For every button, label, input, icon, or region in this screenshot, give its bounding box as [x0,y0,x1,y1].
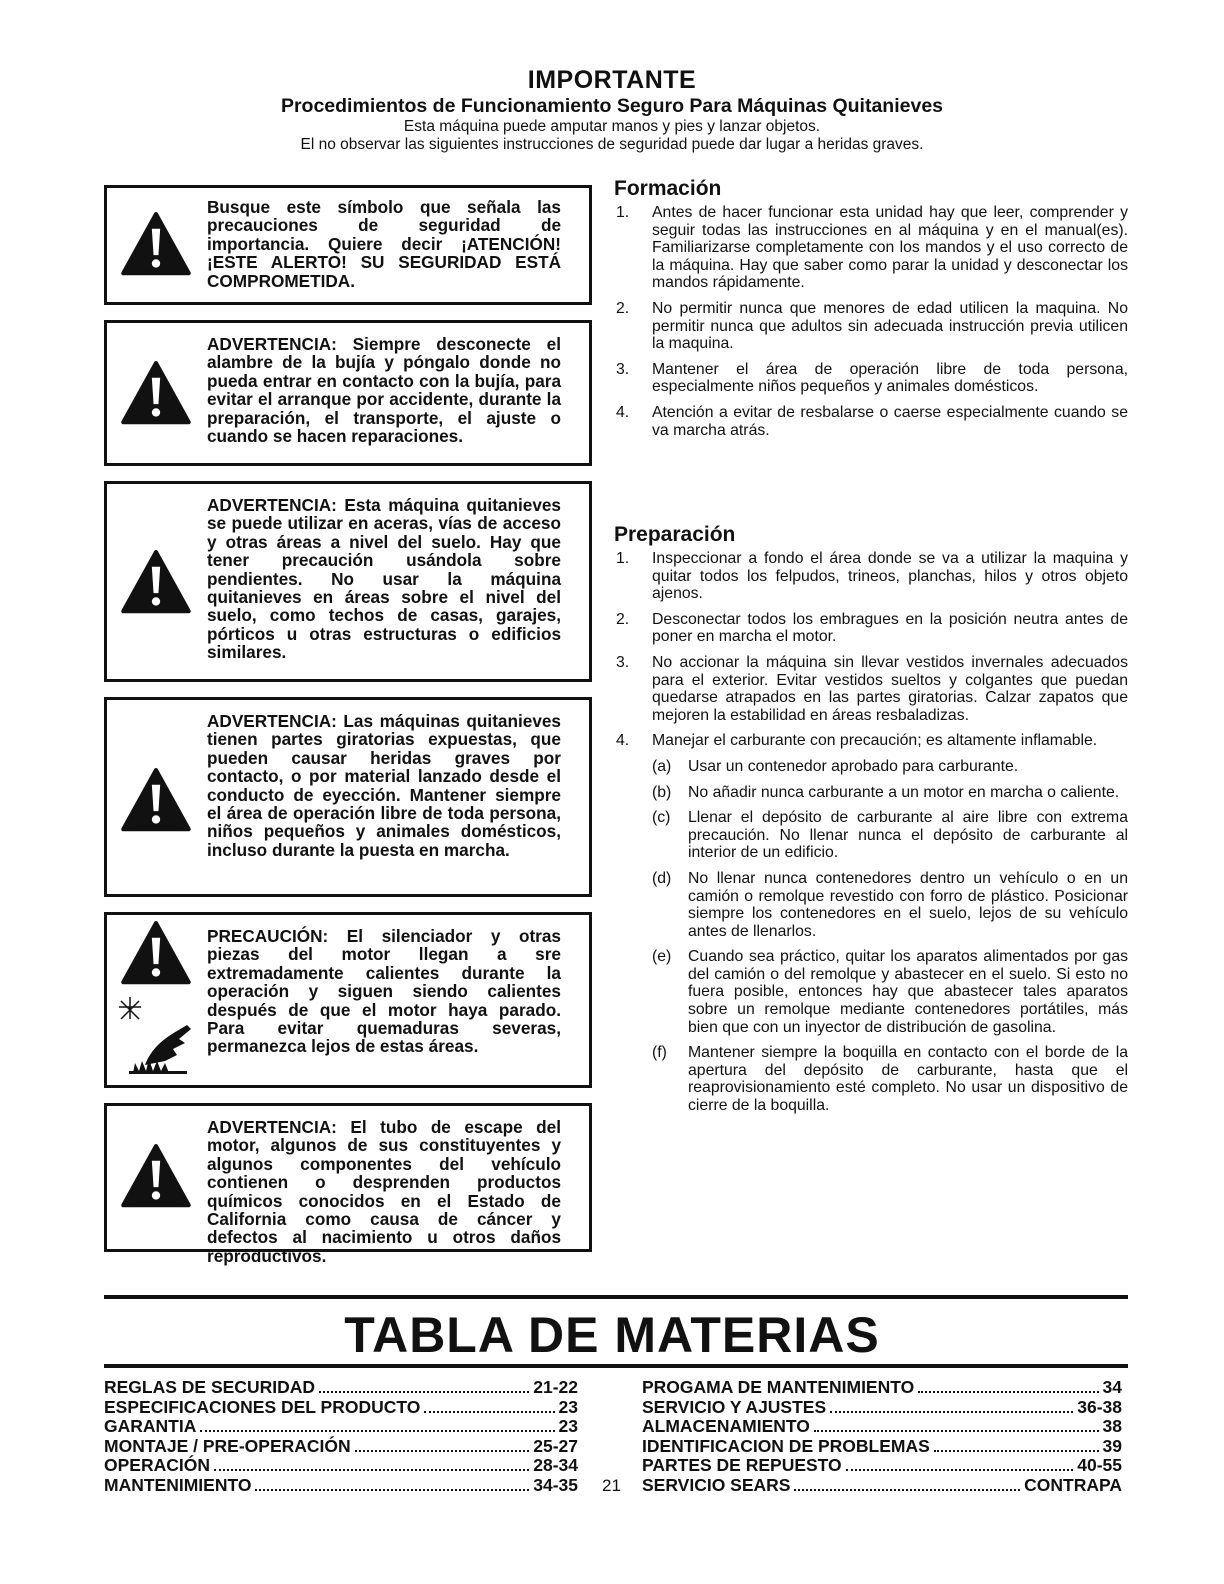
intro-line-1: Esta máquina puede amputar manos y pies y lanzar objetos. [403,118,821,135]
toc-page: 36-38 [1077,1396,1122,1417]
toc-entry [642,1398,1122,1418]
item-number: 2. [616,299,630,317]
warning-triangle-icon [121,1144,191,1208]
toc-label: IDENTIFICACION DE PROBLEMAS [642,1435,930,1456]
toc-entry [104,1417,578,1437]
toc-leader [214,1469,529,1471]
toc-page: 21-22 [533,1377,578,1397]
item-text: Mantener el área de operación libre de toda persona, especialmente niños pequeños y animales domésticos. [652,360,1128,396]
toc-entry [642,1456,1122,1476]
item-text: No accionar la máquina sin llevar vestidos invernales adecuados para el exterior. Evitar vestidos sueltos y colgantes que puedan quedarse atrapados en las partes giratorias. Calzar zapatos que mejoren la estabilidad en áreas resbaladizas. [652,653,1128,724]
toc-page: 38 [1102,1416,1122,1437]
sub-item-text: No llenar nunca contenedores dentro un vehículo o en un camión o remolque revestido con forro de plástico. Posicionar siempre los contenedores en el suelo, lejos de su vehículo antes de llenarlos. [688,869,1128,940]
toc-entry [104,1398,578,1418]
list-item [614,404,1128,439]
toc-page: 23 [558,1396,578,1417]
item-number: 1. [616,204,630,221]
divider-top [104,1295,1128,1299]
toc-label: MANTENIMIENTO [104,1474,252,1495]
warning-box-exhaust [104,1103,592,1266]
page-number: 21 [602,1476,621,1495]
warning-triangle-icon [121,768,191,832]
toc-page: 25-27 [533,1435,578,1456]
warning-text: ADVERTENCIA: Las máquinas quitanieves tienen partes giratorias expuestas, que pueden causar heridas graves por contacto, o por material lanzado desde el conducto de eyección. Mantener siempre el área de operación libre de toda persona, niños pequeños y animales domésticos, incluso durante la puesta en marcha. [207,711,561,860]
list-item [614,611,1128,646]
list-item [614,300,1128,353]
warning-box-rotating-parts [104,697,592,897]
list-item [614,204,1128,292]
sub-item-letter: (c) [652,809,671,827]
toc-page: 39 [1102,1435,1122,1456]
divider-bottom [104,1364,1128,1368]
toc-entry [642,1378,1122,1398]
toc-leader [846,1469,1074,1471]
toc-label: OPERACIÓN [104,1455,210,1476]
warning-box-spark-plug [104,320,592,466]
toc-leader [319,1391,529,1393]
preparacion-section [614,522,1128,1123]
list-item [614,361,1128,396]
sub-item-text: Cuando sea práctico, quitar los aparatos alimentados por gas del camión o del remolque y abastecer en el suelo. Si esto no fuera posible, entonces hay que abastecer tales aparatos sobre un remolque mediante contenedores portátiles, más bien que con un inyector de distribución de gasolina. [688,948,1128,1036]
toc-label: REGLAS DE SECURIDAD [104,1377,315,1397]
item-text: Inspeccionar a fondo el área donde se va a utilizar la maquina y quitar todos los felpudos, trineos, planchas, hilos y otros objeto ajenos. [652,550,1128,603]
sub-item-letter: (f) [652,1044,667,1062]
sub-list-item [652,948,1128,1036]
sub-item-text: Mantener siempre la boquilla en contacto con el borde de la apertura del depósito de carburante, hasta que el reaprovisionamiento esté completo. No usar un dispositivo de cierre de la boquilla. [688,1044,1128,1115]
toc-page: 40-55 [1077,1455,1122,1476]
toc-leader [255,1489,529,1491]
sub-list-item [652,784,1128,802]
sub-list-item [652,1044,1128,1114]
toc-entry [104,1378,578,1398]
toc-leader [934,1450,1099,1452]
toc-entry [104,1437,578,1457]
toc-right-column [642,1378,1122,1496]
warning-text: ADVERTENCIA: Siempre desconecte el alambre de la bujía y póngalo donde no pueda entrar en contacto con la bujía, para evitar el arranque por accidente, durante la preparación, el transporte, el ajuste o cuando se hacen reparaciones. [207,334,561,447]
toc-leader [918,1391,1098,1393]
sub-list-item [652,809,1128,862]
warning-triangle-icon [121,921,191,985]
warning-triangle-icon [121,361,191,425]
warning-triangle-icon [121,550,191,614]
sub-item-letter: (d) [652,869,672,887]
item-number: 4. [616,403,630,421]
page-subtitle: Procedimientos de Funcionamiento Seguro Para Máquinas Quitanieves [280,95,944,117]
warning-text: PRECAUCIÓN: El silenciador y otras piezas del motor llegan a sre extremadamente calientes durante la operación y siguen siendo calientes después de que el motor haya parado. Para evitar quemaduras severas, permanezca lejos de estas áreas. [207,926,561,1057]
warning-box-hot-parts [104,912,592,1088]
toc-page: 34 [1102,1377,1122,1397]
sub-item-letter: (b) [652,783,672,801]
toc-label: SERVICIO Y AJUSTES [642,1396,827,1417]
item-number: 4. [616,732,630,750]
warning-triangle-icon [121,212,191,276]
item-number: 2. [616,610,630,628]
intro-line-2: El no observar las siguientes instrucciones de seguridad puede dar lugar a heridas graves. [300,136,924,153]
toc-label: PROGAMA DE MANTENIMIENTO [642,1377,915,1397]
toc-label: MONTAJE / PRE-OPERACIÓN [104,1435,351,1456]
toc-page: 34-35 [533,1474,578,1495]
toc-label: PARTES DE REPUESTO [642,1455,842,1476]
toc-leader [794,1489,1020,1491]
toc-label: GARANTIA [104,1416,197,1437]
warning-box-slopes [104,481,592,682]
sub-item-text: No añadir nunca carburante a un motor en marcha o caliente. [688,783,1120,801]
item-text: Atención a evitar de resbalarse o caerse especialmente cuando se va marcha atrás. [652,403,1128,439]
toc-leader [200,1430,554,1432]
hot-surface-icon [115,995,199,1075]
warning-text: ADVERTENCIA: El tubo de escape del motor, algunos de sus constituyentes y algunos componentes del vehículo contienen o desprenden productos químicos conocidos en el Estado de California como causa de cáncer y defectos al nacimiento u otros daños reproductivos. [207,1117,561,1266]
item-number: 3. [616,360,630,378]
toc-entry [104,1456,578,1476]
sub-item-letter: (a) [652,757,672,775]
toc-title: TABLA DE MATERIAS [344,1307,880,1363]
toc-leader [814,1430,1099,1432]
item-text: Manejar el carburante con precaución; es altamente inflamable. [652,732,1098,750]
page-header [0,66,1224,154]
toc-leader [424,1411,554,1413]
preparacion-title: Preparación [614,523,736,546]
toc-label: ESPECIFICACIONES DEL PRODUCTO [104,1396,421,1417]
list-item [614,654,1128,724]
toc-entry [642,1476,1122,1496]
toc-entry [104,1476,578,1496]
sub-list-item [652,870,1128,940]
warning-box-symbol [104,185,592,305]
list-item [614,550,1128,603]
warning-text: Busque este símbolo que señala las precauciones de seguridad de importancia. Quiere decir ¡ATENCIÓN! ¡ESTE ALERTO! SU SEGURIDAD ESTÁ COMPROMETIDA. [207,197,561,291]
toc-label: ALMACENAMIENTO [642,1416,810,1437]
item-text: Desconectar todos los embragues en la posición neutra antes de poner en marcha el motor. [652,610,1128,646]
sub-list-item [652,758,1128,776]
sub-item-text: Llenar el depósito de carburante al aire libre con extrema precaución. No llenar nunca el depósito de carburante al interior de un edificio. [688,809,1128,862]
toc-page: 23 [558,1416,578,1437]
page-title: IMPORTANTE [527,66,697,94]
sub-item-letter: (e) [652,948,672,966]
formacion-title: Formación [614,177,722,200]
toc-page: 28-34 [533,1455,578,1476]
item-text: Antes de hacer funcionar esta unidad hay que leer, comprender y seguir todas las instrucciones en al máquina y en el manual(es). Familiarizarse completamente con los mandos y el uso correcto de la máquina. Hay que saber como parar la unidad y desconectar los mandos rápidamente. [652,204,1128,292]
toc-page: CONTRAPA [1024,1474,1122,1495]
toc-entry [642,1437,1122,1457]
formacion-section [614,176,1128,447]
sub-item-text: Usar un contenedor aprobado para carburante. [688,757,1019,775]
toc-entry [642,1417,1122,1437]
list-item [614,732,1128,750]
item-number: 3. [616,653,630,671]
item-text: No permitir nunca que menores de edad utilicen la maquina. No permitir nunca que adultos sin adecuada instrucción previa utilicen la maquina. [652,299,1128,353]
toc-leader [355,1450,530,1452]
toc-left-column [104,1378,578,1496]
toc-leader [830,1411,1073,1413]
warning-text: ADVERTENCIA: Esta máquina quitanieves se puede utilizar en aceras, vías de acceso y otras áreas a nivel del suelo. Hay que tener precaución usándola sobre pendientes. No usar la máquina quitanieves en áreas sobre el nivel del suelo, como techos de casas, garajes, pórticos u otras estructuras o edificios similares. [207,495,561,663]
item-number: 1. [616,550,630,567]
toc-label: SERVICIO SEARS [642,1474,791,1495]
